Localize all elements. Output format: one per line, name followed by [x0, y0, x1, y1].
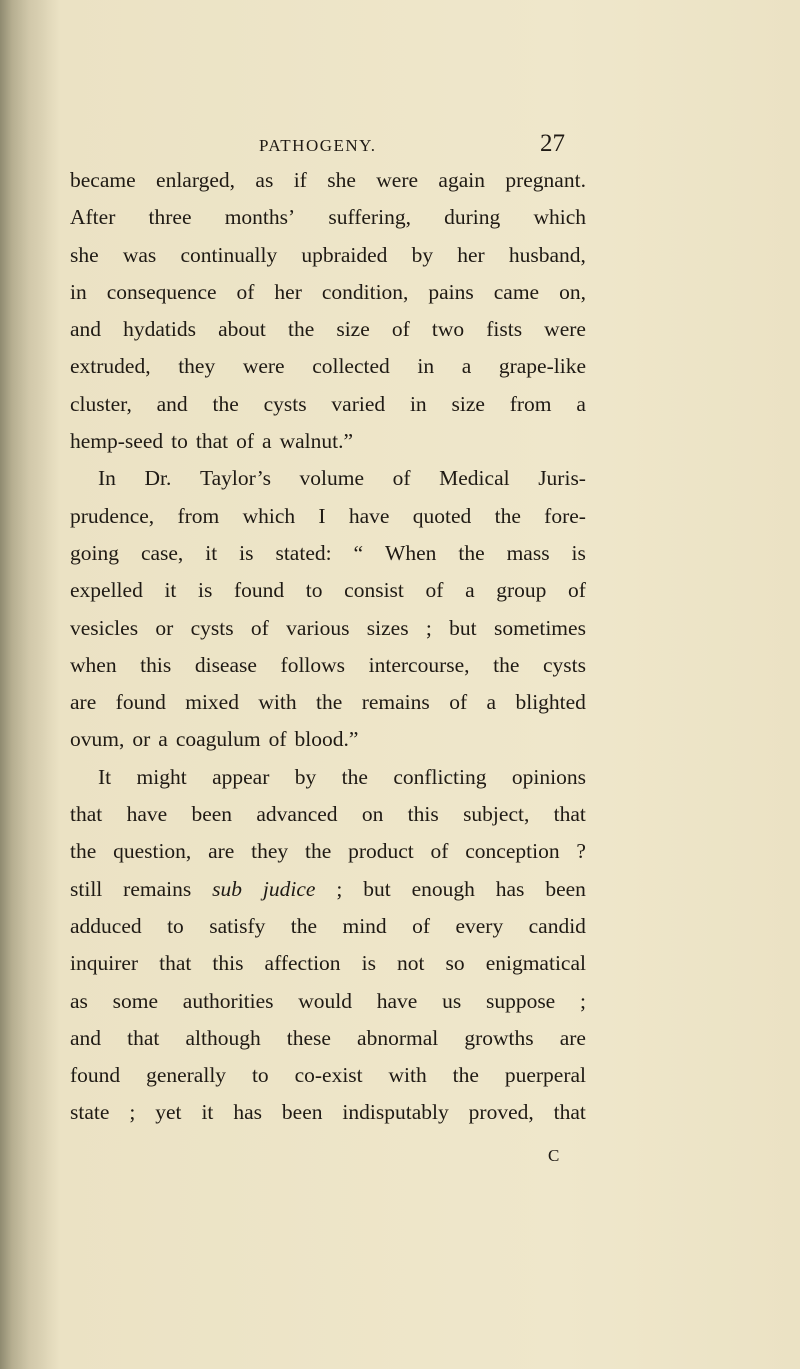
word: it [164, 578, 177, 603]
word: enlarged, [156, 168, 236, 192]
word: co-exist [294, 1063, 363, 1088]
word: and [156, 391, 188, 416]
word: suffering, [328, 205, 411, 230]
body-text [70, 162, 586, 1132]
word: ; [129, 1100, 136, 1125]
word: abnormal [357, 1025, 439, 1050]
word: the [493, 652, 520, 677]
word: and [70, 1025, 102, 1050]
word: the [304, 839, 332, 864]
word: three [148, 205, 192, 230]
text-line [70, 274, 586, 311]
word: volume [299, 466, 365, 491]
word: conflicting [393, 764, 487, 789]
word: enigmatical [485, 951, 586, 976]
word: candid [528, 913, 586, 938]
word: question, [113, 839, 192, 864]
word: ovum, [70, 727, 125, 752]
word: to [305, 578, 323, 603]
word: found [70, 1063, 121, 1088]
word: advanced [256, 802, 338, 827]
word: proved, [468, 1100, 534, 1125]
word: a [486, 690, 497, 715]
word: the [341, 764, 368, 789]
word: of [449, 690, 468, 715]
word: walnut.” [279, 429, 354, 454]
word: pains [428, 279, 474, 304]
word: been [191, 802, 233, 827]
word: again [438, 168, 485, 192]
text-line [70, 498, 586, 535]
word: her [274, 279, 302, 304]
word: In [98, 466, 116, 491]
word: this [407, 802, 439, 827]
word: grape-like [498, 354, 586, 379]
word: varied [331, 391, 386, 416]
word: a [158, 727, 168, 752]
running-head: PATHOGENY. [259, 136, 377, 155]
word: although [185, 1025, 261, 1050]
word: as [70, 988, 88, 1013]
word: are [70, 690, 97, 715]
word: remains [123, 876, 192, 901]
word: sizes [366, 615, 409, 640]
word: but [363, 876, 391, 901]
word: to [171, 429, 188, 454]
text-line [70, 535, 586, 572]
word: going [70, 540, 119, 565]
word: are [208, 839, 235, 864]
word: Juris- [538, 466, 586, 491]
word: consist [344, 578, 404, 603]
word: of [268, 727, 287, 752]
text-line [70, 423, 586, 460]
word: size [451, 391, 485, 416]
word: us [442, 988, 462, 1013]
word: on, [559, 279, 586, 304]
word: her [457, 242, 485, 267]
word: “ [353, 540, 364, 565]
text-line [70, 162, 586, 199]
word: she [70, 242, 99, 267]
word: from [177, 503, 220, 528]
page-number: 27 [540, 130, 565, 157]
text-line [70, 833, 586, 870]
word: sometimes [493, 615, 586, 640]
word: might [136, 764, 187, 789]
word: indisputably [342, 1100, 449, 1125]
word: found [234, 578, 285, 603]
word: if [293, 168, 307, 192]
word: they [251, 839, 289, 864]
word: adduced [70, 913, 142, 938]
text-line [70, 684, 586, 721]
word: as [255, 168, 274, 192]
word: been [281, 1100, 323, 1125]
word: came [493, 279, 540, 304]
word: product [348, 839, 414, 864]
word: with [388, 1063, 427, 1088]
word: some [112, 988, 159, 1013]
word: has [495, 876, 525, 901]
word: to [251, 1063, 269, 1088]
word: of [392, 466, 411, 491]
text-line [70, 1094, 586, 1131]
word: or [132, 727, 151, 752]
word: cysts [542, 652, 586, 677]
word: that [70, 802, 103, 827]
text-line [70, 1057, 586, 1094]
word: this [140, 652, 172, 677]
word: extruded, [70, 354, 151, 379]
text-line-italic [70, 871, 586, 908]
word: these [286, 1025, 331, 1050]
word: is [571, 540, 586, 565]
word: became [70, 168, 136, 192]
text-line [70, 460, 586, 497]
word: When [385, 540, 437, 565]
word: upbraided [301, 242, 388, 267]
text-line [70, 796, 586, 833]
word: expelled [70, 578, 143, 603]
word: that [553, 1100, 586, 1125]
word: this [212, 951, 244, 976]
word: satisfy [209, 913, 266, 938]
word: the [290, 913, 318, 938]
word: have [376, 988, 418, 1013]
word: it [201, 1100, 214, 1125]
word: coagulum [175, 727, 261, 752]
word: is [361, 951, 376, 976]
word: collected [312, 354, 390, 379]
word: that [195, 429, 229, 454]
word: remains [361, 690, 430, 715]
word: case, [140, 540, 184, 565]
word: on [361, 802, 384, 827]
word: Medical [439, 466, 510, 491]
word: subject, [463, 802, 530, 827]
word: prudence, [70, 503, 155, 528]
word: the [212, 391, 239, 416]
word: that [127, 1025, 160, 1050]
word: so [445, 951, 465, 976]
word: about [218, 317, 266, 342]
word: growths [464, 1025, 534, 1050]
word: the [452, 1063, 479, 1088]
word: condition, [321, 279, 409, 304]
word: was [122, 242, 157, 267]
word: not [396, 951, 425, 976]
text-line [70, 647, 586, 684]
word: disease [194, 652, 257, 677]
word: is [198, 578, 213, 603]
word: it [205, 540, 218, 565]
word: conception [465, 839, 560, 864]
word: a [576, 391, 586, 416]
word: ; [336, 876, 343, 901]
text-line [70, 1020, 586, 1057]
word: I [318, 503, 326, 528]
word: husband, [508, 242, 586, 267]
word: continually [180, 242, 278, 267]
word: two [431, 317, 465, 342]
word: found [115, 690, 166, 715]
word: Dr. [144, 466, 172, 491]
word: cluster, [70, 391, 132, 416]
word: still [70, 876, 103, 901]
word: when [70, 652, 117, 677]
binding-gutter [0, 0, 60, 1369]
word: ; [579, 988, 586, 1013]
word: but [449, 615, 477, 640]
word: have [126, 802, 168, 827]
word: mind [342, 913, 387, 938]
word: quoted [412, 503, 472, 528]
signature-mark: C [548, 1146, 560, 1165]
word: the [287, 317, 315, 342]
word: that [553, 802, 586, 827]
word: of [425, 578, 444, 603]
word: ? [576, 839, 586, 864]
word: various [286, 615, 350, 640]
word: are [559, 1025, 586, 1050]
word: a [461, 354, 472, 379]
word: mass [506, 540, 550, 565]
word: a [262, 429, 272, 454]
text-line [70, 945, 586, 982]
text-line [70, 237, 586, 274]
word: puerperal [504, 1063, 586, 1088]
word: the [494, 503, 521, 528]
word: has [233, 1100, 262, 1125]
word: size [336, 317, 370, 342]
word: of [568, 578, 586, 603]
word: opinions [511, 764, 586, 789]
text-line [70, 759, 586, 796]
word: blighted [515, 690, 586, 715]
word: to [167, 913, 184, 938]
word: After [70, 205, 116, 230]
word: cysts [190, 615, 234, 640]
word: the [316, 690, 343, 715]
word: judice [262, 876, 316, 901]
word: appear [212, 764, 270, 789]
text-line [70, 908, 586, 945]
word: she [327, 168, 356, 192]
word: affection [264, 951, 341, 976]
word: state [70, 1100, 110, 1125]
word: were [242, 354, 285, 379]
word: of [430, 839, 449, 864]
word: fists [486, 317, 523, 342]
text-line [70, 610, 586, 647]
word: vesicles [70, 615, 139, 640]
word: in [417, 354, 435, 379]
text-line [70, 386, 586, 423]
word: or [155, 615, 174, 640]
word: It [98, 764, 112, 789]
word: stated: [275, 540, 332, 565]
word: the [458, 540, 485, 565]
word: the [70, 839, 97, 864]
word: during [444, 205, 501, 230]
word: consequence [106, 279, 217, 304]
word: intercourse, [368, 652, 470, 677]
word: of [391, 317, 410, 342]
word: of [412, 913, 431, 938]
word: in [70, 279, 87, 304]
word: ; [425, 615, 432, 640]
word: that [159, 951, 192, 976]
word: months’ [224, 205, 296, 230]
text-line [70, 572, 586, 609]
word: of [236, 279, 255, 304]
word: mixed [185, 690, 239, 715]
word: would [298, 988, 353, 1013]
word: enough [411, 876, 475, 901]
word: a [465, 578, 475, 603]
word: hemp-seed [70, 429, 164, 454]
text-line [70, 311, 586, 348]
word: of [236, 429, 255, 454]
word: were [376, 168, 419, 192]
page-header [0, 130, 800, 166]
text-line [70, 348, 586, 385]
word: follows [280, 652, 346, 677]
word: by [294, 764, 317, 789]
word: of [250, 615, 269, 640]
word: been [545, 876, 586, 901]
word: with [258, 690, 297, 715]
word: which [533, 205, 586, 230]
word: fore- [544, 503, 586, 528]
word: generally [146, 1063, 227, 1088]
word: Taylor’s [199, 466, 271, 491]
word: is [239, 540, 254, 565]
word: hydatids [123, 317, 196, 342]
word: sub [212, 876, 242, 901]
word: in [409, 391, 427, 416]
word: they [178, 354, 216, 379]
text-line [70, 199, 586, 236]
word: yet [155, 1100, 182, 1125]
text-line [70, 983, 586, 1020]
word: which [242, 503, 296, 528]
word: by [411, 242, 434, 267]
text-line [70, 721, 586, 758]
word: suppose [485, 988, 556, 1013]
word: authorities [182, 988, 274, 1013]
word: group [496, 578, 547, 603]
word: have [348, 503, 390, 528]
word: cysts [263, 391, 307, 416]
word: pregnant. [505, 168, 586, 192]
word: from [509, 391, 552, 416]
word: blood.” [294, 727, 359, 752]
word: inquirer [70, 951, 139, 976]
word: every [455, 913, 504, 938]
word: were [544, 317, 586, 342]
word: and [70, 317, 102, 342]
